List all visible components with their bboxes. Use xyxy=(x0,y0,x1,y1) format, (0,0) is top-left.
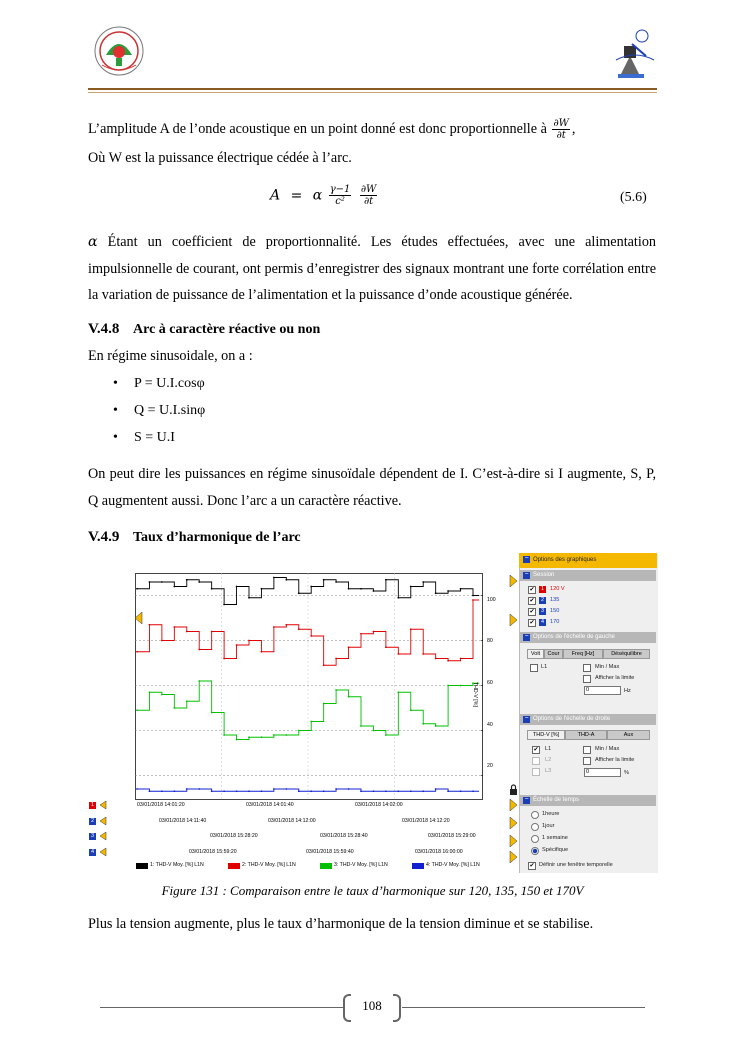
session-num-1: 1 xyxy=(540,586,545,592)
point-120V-12 xyxy=(285,579,287,581)
legend-label-1: 1: THD-V Moy. [%] L1N xyxy=(150,862,204,868)
point-135V-16 xyxy=(335,658,337,660)
bullet-3: • xyxy=(113,430,118,445)
session-num-3: 3 xyxy=(540,608,545,614)
left-axis-markers xyxy=(134,610,144,630)
intro-comma: , xyxy=(571,121,576,137)
right-axis-markers xyxy=(508,573,518,873)
legend-label-2: 2: THD-V Moy. [%] L1N xyxy=(242,862,296,868)
point-120V-17 xyxy=(348,588,350,590)
legend-swatch-1 xyxy=(136,863,148,869)
session-checkbox-3[interactable]: ✔ xyxy=(529,609,535,615)
section-449-title: Taux d’harmonique de l’arc xyxy=(133,530,301,545)
equation-fraction-1 xyxy=(329,184,352,207)
point-120V-21 xyxy=(397,597,399,599)
point-170V-21 xyxy=(397,790,399,792)
point-150V-22 xyxy=(410,709,412,711)
point-150V-19 xyxy=(373,730,375,732)
point-120V-16 xyxy=(335,581,337,583)
tab-freq[interactable]: Freq [Hz] xyxy=(563,649,603,659)
point-120V-2 xyxy=(161,581,163,583)
point-135V-17 xyxy=(348,646,350,648)
x-tick-4-3: 03/01/2018 16:00:00 xyxy=(415,849,463,855)
x-tick-3-2: 03/01/2018 15:28:40 xyxy=(320,833,368,839)
header-logo-right xyxy=(612,26,658,80)
point-170V-23 xyxy=(422,790,424,792)
section-449-heading xyxy=(88,529,301,546)
x-tick-3-3: 03/01/2018 15:29:00 xyxy=(428,833,476,839)
point-150V-26 xyxy=(460,685,462,687)
point-120V-1 xyxy=(149,581,151,583)
left-minmax-checkbox[interactable] xyxy=(583,664,591,672)
left-scale-title: Options de l'échelle de gauche xyxy=(533,634,615,640)
right-scale-header[interactable] xyxy=(520,714,656,725)
point-150V-4 xyxy=(186,700,188,702)
point-150V-17 xyxy=(348,696,350,698)
point-150V-20 xyxy=(385,734,387,736)
right-l3-label: L3 xyxy=(545,768,552,774)
y-tick-20: 20 xyxy=(487,763,493,769)
right-scale-title: Options de l'échelle de droite xyxy=(533,716,611,722)
left-l1-label: L1 xyxy=(541,664,548,670)
y-tick-80: 80 xyxy=(487,638,493,644)
point-150V-6 xyxy=(211,712,213,714)
point-120V-24 xyxy=(435,592,437,594)
section-449-number: V.4.9 xyxy=(88,529,120,545)
point-120V-10 xyxy=(261,588,263,590)
point-150V-8 xyxy=(236,739,238,741)
y-tick-40: 40 xyxy=(487,722,493,728)
point-135V-1 xyxy=(149,624,151,626)
equation xyxy=(270,184,379,207)
right-l1-checkbox[interactable]: ✔ xyxy=(533,747,539,753)
y-axis-label: THD-V [%] xyxy=(472,682,478,707)
session-label-2: 135 xyxy=(550,597,560,603)
session-label-1: 120 V xyxy=(550,586,565,592)
radio-1jour[interactable] xyxy=(531,823,539,831)
point-150V-3 xyxy=(173,707,175,709)
point-135V-5 xyxy=(198,649,200,651)
point-170V-4 xyxy=(186,788,188,790)
point-170V-20 xyxy=(385,790,387,792)
point-170V-24 xyxy=(435,788,437,790)
point-150V-11 xyxy=(273,734,275,736)
conclusion-paragraph: Plus la tension augmente, plus le taux d’harmonique de la tension diminue et se stabilise. xyxy=(88,916,594,932)
equation-equals: = xyxy=(290,187,303,204)
equation-fraction-2 xyxy=(360,184,377,207)
session-label-4: 170 xyxy=(550,619,560,625)
point-135V-26 xyxy=(460,658,462,660)
equation-f2-den: ∂t xyxy=(363,196,374,207)
equation-f1-den: c² xyxy=(335,196,345,207)
time-row-1-badge: 1 xyxy=(90,802,95,808)
point-150V-2 xyxy=(161,694,163,696)
bullet-text-1: P = U.I.cosφ xyxy=(134,376,205,391)
collapse-icon[interactable]: − xyxy=(524,715,529,722)
equation-f1-num: γ−1 xyxy=(329,184,351,195)
x-tick-2-2: 03/01/2018 14:12:00 xyxy=(268,818,316,824)
point-120V-25 xyxy=(447,590,449,592)
legend-swatch-2 xyxy=(228,863,240,869)
point-170V-5 xyxy=(198,788,200,790)
time-row-2-badge: 2 xyxy=(90,818,95,824)
point-170V-14 xyxy=(310,790,312,792)
intro-line-1 xyxy=(88,116,656,143)
point-170V-1 xyxy=(149,790,151,792)
point-120V-20 xyxy=(385,579,387,581)
point-135V-8 xyxy=(236,644,238,646)
bullet-text-2: Q = U.I.sinφ xyxy=(134,403,206,418)
point-170V-16 xyxy=(335,788,337,790)
point-135V-24 xyxy=(435,658,437,660)
left-scale-header[interactable] xyxy=(520,632,656,643)
point-135V-14 xyxy=(310,635,312,637)
point-120V-6 xyxy=(211,588,213,590)
left-limit-unit: Hz xyxy=(624,688,631,694)
alpha-symbol: α xyxy=(88,234,98,250)
point-135V-22 xyxy=(410,628,412,630)
time-scale-header[interactable] xyxy=(520,795,656,806)
x-tick-4-1: 03/01/2018 15:59:20 xyxy=(189,849,237,855)
point-150V-7 xyxy=(223,734,225,736)
point-120V-5 xyxy=(198,581,200,583)
figure-caption: Figure 131 : Comparaison entre le taux d’harmonique sur 120, 135, 150 et 170V xyxy=(161,883,584,898)
equation-lhs: A xyxy=(270,187,281,204)
point-135V-12 xyxy=(285,624,287,626)
time-window-label: Définir une fenêtre temporelle xyxy=(539,862,613,868)
point-170V-10 xyxy=(261,790,263,792)
point-170V-22 xyxy=(410,790,412,792)
point-135V-0 xyxy=(136,651,138,653)
left-limit-checkbox[interactable] xyxy=(583,675,591,683)
tab-cour[interactable]: Cour xyxy=(544,649,563,659)
point-135V-6 xyxy=(211,631,213,633)
equation-f2-num: ∂W xyxy=(360,184,377,195)
thd-chart xyxy=(135,573,483,800)
point-120V-19 xyxy=(373,590,375,592)
x-tick-4-2: 03/01/2018 15:59:40 xyxy=(306,849,354,855)
page-number: 108 xyxy=(362,998,382,1013)
point-170V-3 xyxy=(173,790,175,792)
point-170V-26 xyxy=(460,790,462,792)
equation-alpha: α xyxy=(312,187,323,204)
point-170V-6 xyxy=(211,790,213,792)
right-minmax-checkbox[interactable] xyxy=(583,746,591,754)
radio-1semaine-label: 1 semaine xyxy=(542,835,568,841)
right-limit-input[interactable]: 0 xyxy=(584,768,621,777)
puissance-paragraph: On peut dire les puissances en régime sinusoïdale dépendent de I. C’est-à-dire si I augmente, S, P, Q augmentent aussi. Donc l’arc a un caractère réactive. xyxy=(88,466,656,509)
section-448-heading xyxy=(88,321,320,338)
intro-frac-num: ∂W xyxy=(553,118,569,130)
right-limit-label: Afficher la limite xyxy=(595,757,635,763)
session-label-3: 150 xyxy=(550,608,560,614)
radio-1heure[interactable] xyxy=(531,811,539,819)
collapse-icon[interactable]: − xyxy=(524,796,529,803)
collapse-icon[interactable]: − xyxy=(524,571,529,578)
point-120V-15 xyxy=(323,579,325,581)
point-150V-12 xyxy=(285,734,287,736)
left-l1-checkbox[interactable] xyxy=(530,664,538,672)
point-170V-15 xyxy=(323,790,325,792)
point-135V-15 xyxy=(323,664,325,666)
point-120V-7 xyxy=(223,604,225,606)
regime-intro: En régime sinusoidale, on a : xyxy=(88,348,253,364)
point-120V-27 xyxy=(472,595,474,597)
point-170V-19 xyxy=(373,790,375,792)
header-logo-left xyxy=(92,25,146,77)
point-150V-25 xyxy=(447,685,449,687)
y-tick-60: 60 xyxy=(487,680,493,686)
lock-icon[interactable] xyxy=(509,784,518,795)
point-135V-20 xyxy=(385,646,387,648)
x-tick-2-3: 03/01/2018 14:12:20 xyxy=(402,818,450,824)
bullet-2: • xyxy=(113,403,118,418)
legend-label-4: 4: THD-V Moy. [%] L1N xyxy=(426,862,480,868)
right-limit-checkbox[interactable] xyxy=(583,757,591,765)
point-150V-15 xyxy=(323,703,325,705)
section-448-number: V.4.8 xyxy=(88,321,120,337)
bullet-text-3: S = U.I xyxy=(134,430,175,445)
footer-rule-left xyxy=(100,1007,343,1008)
left-limit-input[interactable]: 0 xyxy=(584,686,621,695)
point-135V-3 xyxy=(173,626,175,628)
point-120V-11 xyxy=(273,577,275,579)
right-l1-label: L1 xyxy=(545,746,552,752)
point-120V-26 xyxy=(460,588,462,590)
point-135V-13 xyxy=(298,628,300,630)
point-135V-2 xyxy=(161,640,163,642)
tab-desequilibre[interactable]: Déséquilibre xyxy=(603,649,650,659)
point-170V-27 xyxy=(472,790,474,792)
point-120V-13 xyxy=(298,592,300,594)
legend xyxy=(136,862,516,871)
time-row-markers xyxy=(98,800,108,862)
x-tick-1-1: 03/01/2018 14:01:20 xyxy=(137,802,185,808)
options-title-text: Options des graphiques xyxy=(533,557,597,563)
intro-line-2: Où W est la puissance électrique cédée à l’arc. xyxy=(88,150,352,166)
point-120V-3 xyxy=(173,586,175,588)
point-170V-25 xyxy=(447,790,449,792)
time-row-3-badge: 3 xyxy=(90,833,95,839)
point-135V-18 xyxy=(360,633,362,635)
session-checkbox-1[interactable]: ✔ xyxy=(529,587,535,593)
point-135V-25 xyxy=(447,660,449,662)
point-150V-21 xyxy=(397,691,399,693)
point-150V-18 xyxy=(360,725,362,727)
radio-specifique-label: Spécifique xyxy=(542,847,569,853)
point-170V-17 xyxy=(348,788,350,790)
time-row-4-badge: 4 xyxy=(90,849,95,855)
tab-thd-a[interactable]: THD-A xyxy=(565,730,607,740)
tab-volt[interactable]: Volt xyxy=(527,649,544,659)
point-135V-10 xyxy=(261,651,263,653)
radio-1semaine[interactable] xyxy=(531,835,539,843)
right-l2-label: L2 xyxy=(545,757,552,763)
intro-fraction xyxy=(552,118,569,141)
radio-specifique[interactable] xyxy=(531,847,539,855)
legend-label-3: 3: THD-V Moy. [%] L1N xyxy=(334,862,388,868)
point-150V-9 xyxy=(248,736,250,738)
point-150V-0 xyxy=(136,709,138,711)
radio-1heure-label: 1heure xyxy=(542,811,560,817)
x-tick-1-3: 03/01/2018 14:02:00 xyxy=(355,802,403,808)
point-150V-23 xyxy=(422,723,424,725)
footer-rule-right xyxy=(402,1007,645,1008)
point-120V-0 xyxy=(136,588,138,590)
point-170V-11 xyxy=(273,788,275,790)
alpha-paragraph xyxy=(88,229,656,309)
right-limit-unit: % xyxy=(624,770,629,776)
point-170V-9 xyxy=(248,790,250,792)
point-135V-9 xyxy=(248,640,250,642)
point-170V-0 xyxy=(136,788,138,790)
point-135V-11 xyxy=(273,626,275,628)
left-minmax-label: Min / Max xyxy=(595,664,620,670)
point-135V-27 xyxy=(472,599,474,601)
point-120V-8 xyxy=(236,586,238,588)
tab-aux[interactable]: Aux xyxy=(607,730,650,740)
point-150V-5 xyxy=(198,680,200,682)
point-150V-24 xyxy=(435,725,437,727)
point-135V-19 xyxy=(373,631,375,633)
point-170V-8 xyxy=(236,790,238,792)
point-120V-9 xyxy=(248,597,250,599)
collapse-icon[interactable]: − xyxy=(524,554,529,562)
bullet-1: • xyxy=(113,376,118,391)
x-tick-3-1: 03/01/2018 15:28:20 xyxy=(210,833,258,839)
right-l3-checkbox[interactable] xyxy=(532,768,540,776)
point-150V-13 xyxy=(298,730,300,732)
x-tick-2-1: 03/01/2018 14:11:40 xyxy=(159,818,207,824)
time-window-checkbox[interactable]: ✔ xyxy=(529,863,535,869)
point-170V-12 xyxy=(285,788,287,790)
point-120V-23 xyxy=(422,581,424,583)
right-l2-checkbox[interactable] xyxy=(532,757,540,765)
x-tick-1-2: 03/01/2018 14:01:40 xyxy=(246,802,294,808)
point-170V-2 xyxy=(161,790,163,792)
point-170V-18 xyxy=(360,790,362,792)
alpha-text: Étant un coefficient de proportionnalité. Les études effectuées, avec une alimentation impulsionnelle de courant, ont permis d’enregistrer des signaux montrant une forte corrélation entre la variation de puissance de l’alimentation et la puissance d’onde acoustique générée. xyxy=(88,234,657,304)
point-120V-22 xyxy=(410,586,412,588)
point-170V-7 xyxy=(223,790,225,792)
point-135V-23 xyxy=(422,653,424,655)
options-panel-title[interactable] xyxy=(519,553,657,568)
header-rule-thin xyxy=(88,92,657,93)
legend-swatch-3 xyxy=(320,863,332,869)
point-135V-21 xyxy=(397,653,399,655)
point-120V-4 xyxy=(186,579,188,581)
point-120V-14 xyxy=(310,586,312,588)
header-rule xyxy=(88,88,657,90)
equation-label: (5.6) xyxy=(620,190,647,205)
session-title: Session xyxy=(533,572,555,578)
session-checkbox-2[interactable]: ✔ xyxy=(529,598,535,604)
point-135V-4 xyxy=(186,631,188,633)
right-minmax-label: Min / Max xyxy=(595,746,620,752)
footer-bracket-left xyxy=(343,994,351,1022)
section-448-title: Arc à caractère réactive ou non xyxy=(133,322,321,337)
y-tick-100: 100 xyxy=(487,597,496,603)
point-150V-14 xyxy=(310,721,312,723)
radio-1jour-label: 1jour xyxy=(542,823,555,829)
session-num-4: 4 xyxy=(540,619,545,625)
point-150V-10 xyxy=(261,736,263,738)
session-num-2: 2 xyxy=(540,597,545,603)
session-header[interactable] xyxy=(520,570,656,581)
legend-swatch-4 xyxy=(412,863,424,869)
point-120V-18 xyxy=(360,588,362,590)
collapse-icon[interactable]: − xyxy=(524,633,529,640)
point-135V-7 xyxy=(223,658,225,660)
tab-thd-v[interactable]: THD-V [%] xyxy=(527,730,565,740)
point-150V-1 xyxy=(149,691,151,693)
time-scale-title: Échelle de temps xyxy=(533,797,580,803)
intro-text: L’amplitude A de l’onde acoustique en un point donné est donc proportionnelle à xyxy=(88,121,547,137)
point-150V-16 xyxy=(335,689,337,691)
point-170V-13 xyxy=(298,790,300,792)
session-checkbox-4[interactable]: ✔ xyxy=(529,620,535,626)
intro-frac-den: ∂t xyxy=(556,130,566,142)
left-limit-label: Afficher la limite xyxy=(595,675,635,681)
footer-bracket-right xyxy=(393,994,401,1022)
